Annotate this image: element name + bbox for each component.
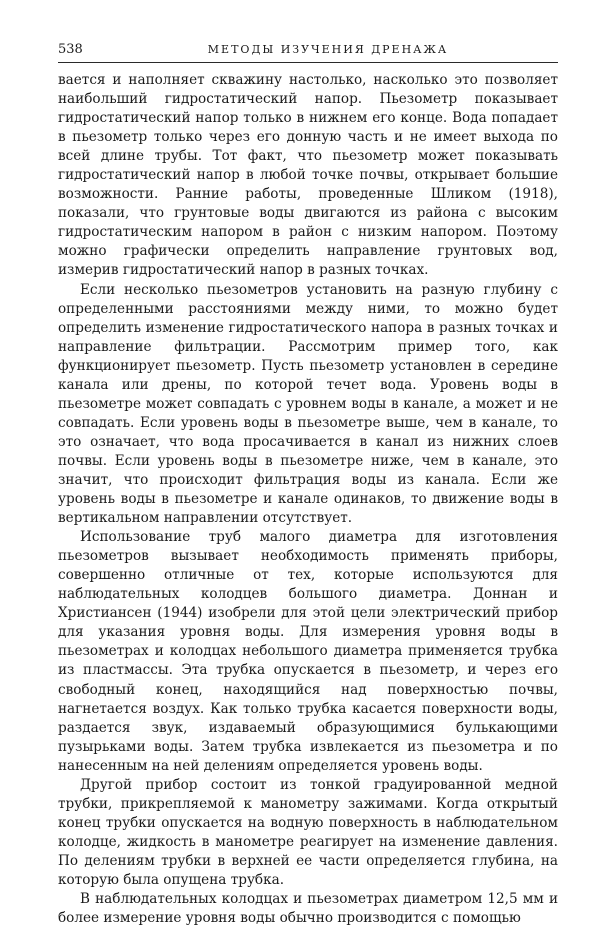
book-page xyxy=(58,40,558,928)
body-text xyxy=(58,71,558,928)
paragraph: Другой прибор состоит из тонкой градуированной медной трубки, прикрепляемой к манометру зажимами. Когда открытый конец трубки опускается на водную поверхность в наблюдательном колодце, жидкость в манометре реагирует на изменение давления. По делениям трубки в верхней ее части определяется глубина, на которую была опущена трубка. xyxy=(58,776,558,888)
page-number: 538 xyxy=(58,42,83,57)
running-title: МЕТОДЫ ИЗУЧЕНИЯ ДРЕНАЖА xyxy=(207,43,449,56)
page-header xyxy=(58,40,558,63)
paragraph-continuation: вается и наполняет скважину настолько, насколько это позволяет наибольший гидростатический напор. Пьезометр показывает гидростатический напор только в нижнем его конце. Вода попадает в пьезометр только через его донную часть и не имеет выхода по всей длине трубы. Тот факт, что пьезометр может показывать гидростатический напор в любой точке почвы, открывает большие возможности. Ранние работы, проведенные Шликом (1918), показали, что грунтовые воды двигаются из района с высоким гидростатическим напором в район с низким напором. Поэтому можно графически определить направление грунтовых вод, измерив гидростатический напор в разных точках. xyxy=(58,72,558,279)
paragraph: Использование труб малого диаметра для изготовления пьезометров вызывает необходимость применять приборы, совершенно отличные от тех, которые используются для наблюдательных колодцев большого диаметра. Доннан и Христиансен (1944) изобрели для этой цели электрический прибор для указания уровня воды. Для измерения уровня воды в пьезометрах и колодцах небольшого диаметра применяется трубка из пластмассы. Эта трубка опускается в пьезометр, и через его свободный конец, находящийся над поверхностью почвы, нагнетается воздух. Как только трубка касается поверхности воды, раздается звук, издаваемый образующимися булькающими пузырьками воды. Затем трубка извлекается из пьезометра и по нанесенным на ней делениям определяется уровень воды. xyxy=(58,529,558,774)
paragraph: Если несколько пьезометров установить на разную глубину с определенными расстояниями между ними, то можно будет определить изменение гидростатического напора в разных точках и направление фильтрации. Рассмотрим пример того, как функционирует пьезометр. Пусть пьезометр установлен в середине канала или дрены, по которой течет вода. Уровень воды в пьезометре может совпадать с уровнем воды в канале, а может и не совпадать. Если уровень воды в пьезометре выше, чем в канале, то это означает, что вода просачивается в канал из нижних слоев почвы. Если уровень воды в пьезометре ниже, чем в канале, это значит, что происходит фильтрация воды из канала. Если же уровень воды в пьезометре и канале одинаков, то движение воды в вертикальном направлении отсутствует. xyxy=(58,281,558,527)
paragraph: В наблюдательных колодцах и пьезометрах диаметром 12,5 мм и более измерение уровня воды обычно производится с помощью xyxy=(58,891,558,927)
